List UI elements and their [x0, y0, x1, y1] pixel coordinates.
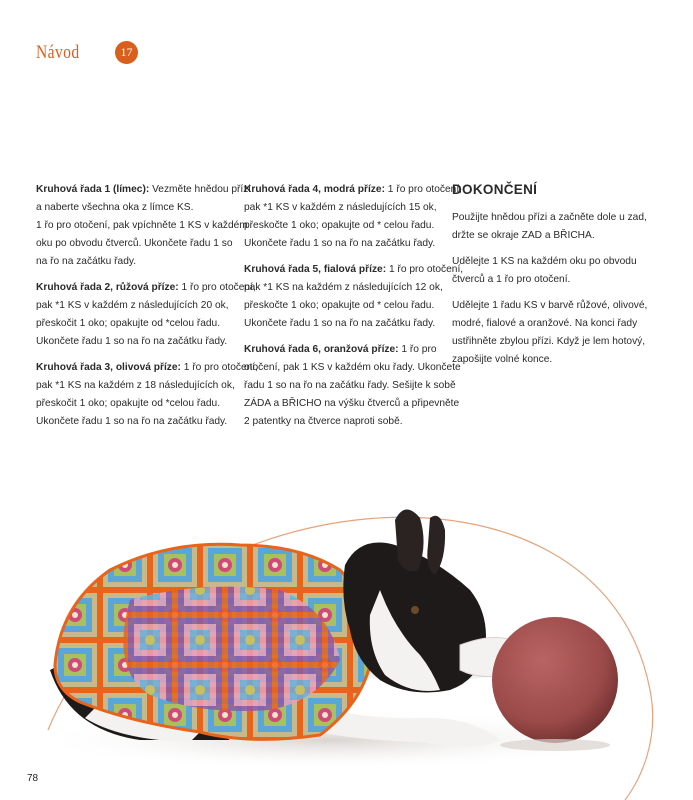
round-6-heading: Kruhová řada 6, oranžová příze: — [244, 344, 399, 355]
step-number-badge: 17 — [115, 41, 138, 64]
round-3-paragraph: Kruhová řada 3, olivová příze: 1 řo pro otočení, pak *1 KS na každém z 18 následujících ok, přeskočit 1 oko; opakujte od *celou řadu. Ukončete řadu 1 so na řo na začátku řady. — [36, 362, 258, 427]
finishing-paragraph-1: Použijte hnědou přízi a začněte dole u zad, držte se okraje ZAD a BŘICHA. — [452, 212, 647, 241]
page-number: 78 — [27, 773, 39, 784]
round-4-heading: Kruhová řada 4, modrá příze: — [244, 184, 385, 195]
finishing-heading: DOKONČENÍ — [452, 182, 538, 197]
round-1-paragraph: Kruhová řada 1 (límec): Vezměte hnědou přízi a naberte všechna oka z límce KS. 1 řo pro otočení, pak vpíchněte 1 KS v každém oku po obvodu čtverců. Ukončete řadu 1 so na řo na začátku řady. — [36, 184, 251, 267]
round-2-heading: Kruhová řada 2, růžová příze: — [36, 282, 179, 293]
finishing-column — [452, 181, 657, 377]
round-2-paragraph: Kruhová řada 2, růžová příze: 1 řo pro otočení, pak *1 KS v každém z následujících 20 ok, přeskočit 1 oko; opakujte od *celou řadu. Ukončete řadu 1 so na řo na začátku řady. — [36, 282, 256, 347]
ball — [492, 617, 618, 743]
finishing-paragraph-3: Udělejte 1 řadu KS v barvě růžové, olivové, modré, fialové a oranžové. Na konci řady ustřihněte zbylou přízi. Když je lem hotový, zapošijte volné konce. — [452, 300, 648, 365]
instructions-column-2 — [244, 181, 464, 439]
round-5-heading: Kruhová řada 5, fialová příze: — [244, 264, 387, 275]
dog-photo — [0, 440, 693, 800]
round-3-heading: Kruhová řada 3, olivová příze: — [36, 362, 181, 373]
finishing-paragraph-2: Udělejte 1 KS na každém oku po obvodu čtverců a 1 řo pro otočení. — [452, 256, 637, 285]
round-4-paragraph: Kruhová řada 4, modrá příze: 1 řo pro otočení, pak *1 KS v každém z následujících 15 ok, přeskočte 1 oko; opakujte od * celou řadu. Ukončete řadu 1 so na řo na začátku řady. — [244, 184, 462, 249]
round-5-paragraph: Kruhová řada 5, fialová příze: 1 řo pro otočení, pak *1 KS na každém z následujících 12 ok, přeskočte 1 oko; opakujte od * celou řadu. Ukončete řadu 1 so na řo na začátku řady. — [244, 264, 464, 329]
page-title: Návod — [36, 42, 80, 63]
instructions-column-1 — [36, 181, 258, 439]
round-1-heading: Kruhová řada 1 (límec): — [36, 184, 150, 195]
round-6-paragraph: Kruhová řada 6, oranžová příze: 1 řo pro otočení, pak 1 KS v každém oku řady. Ukončete řadu 1 so na řo na začátku řady. Sešijte k sobě ZÁDA a BŘICHO na výšku čtverců a připevněte 2 patentky na čtverce naproti sobě. — [244, 344, 461, 427]
